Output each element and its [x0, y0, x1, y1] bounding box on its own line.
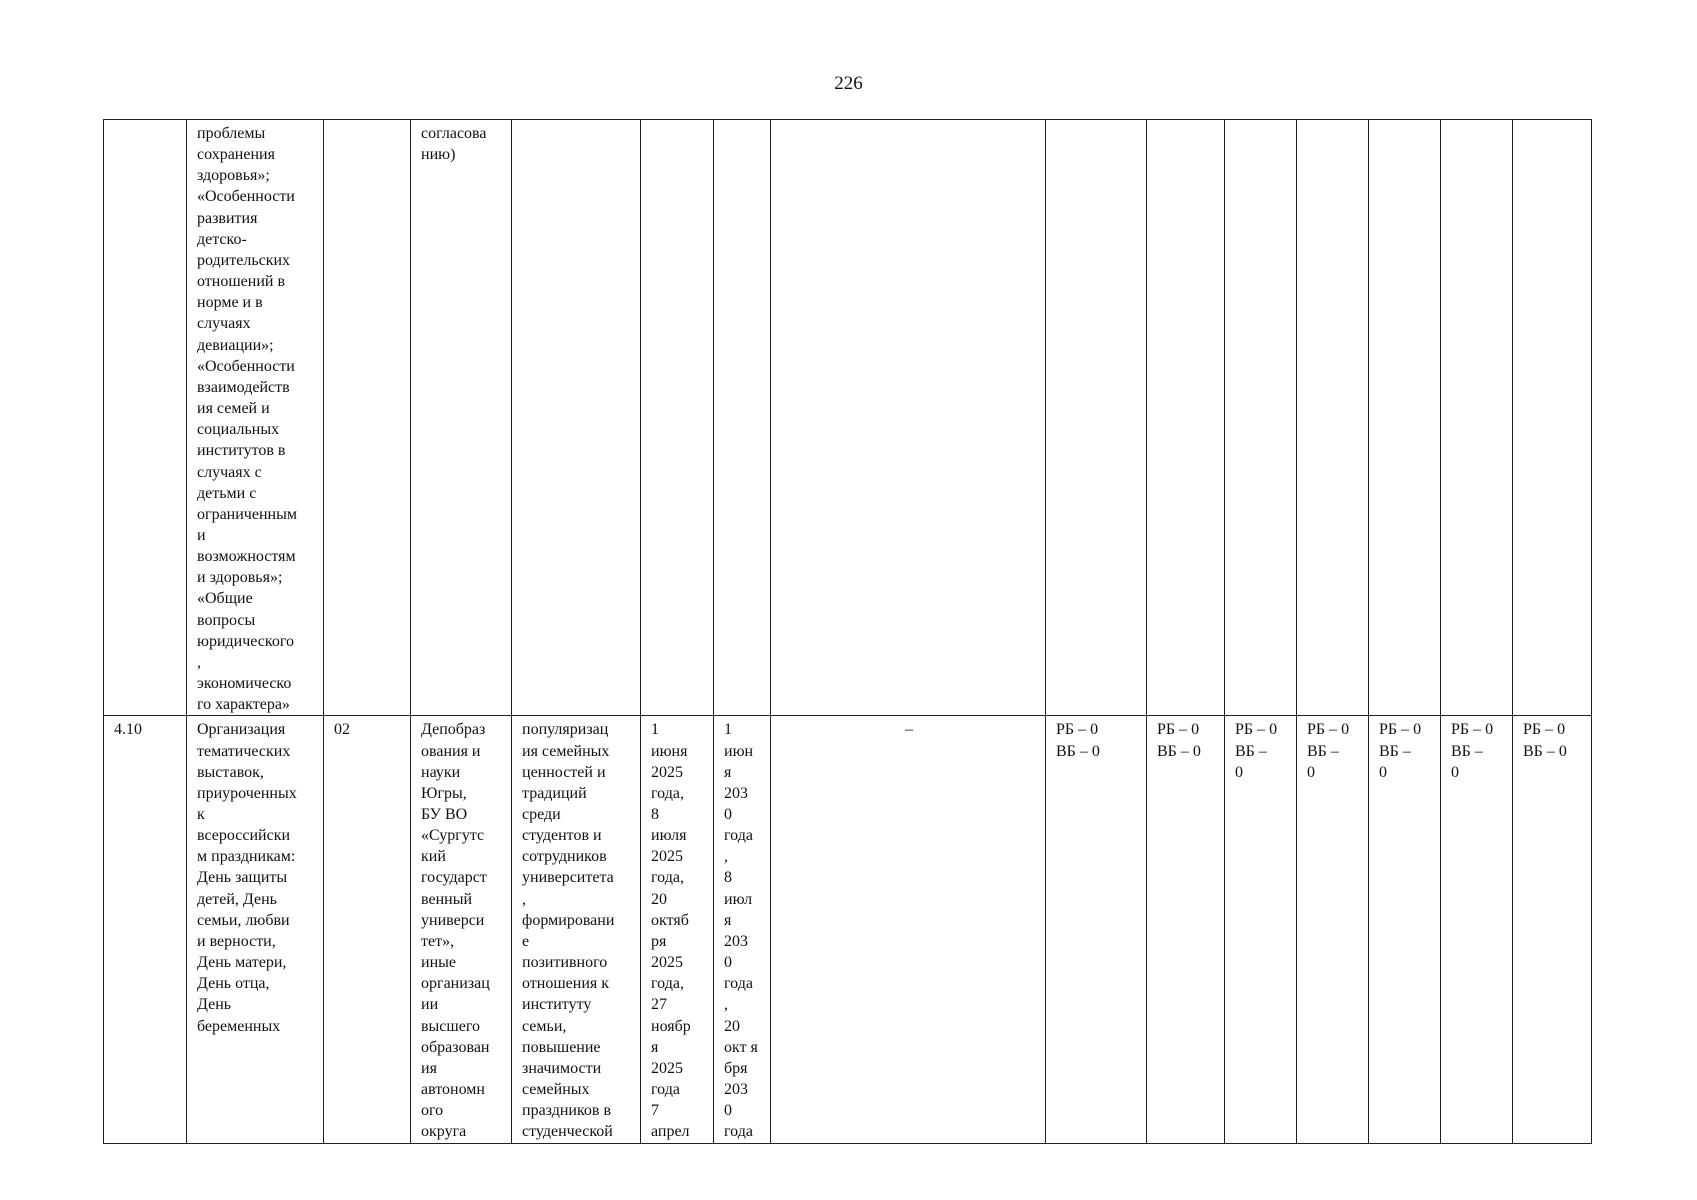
cell-number: [104, 120, 187, 716]
cell-end-date: 1 июн я 203 0 года , 8 июл я 203 0 года , 20 окт я бря 203 0 года: [714, 716, 771, 1143]
cell-funding: РБ – 0 ВБ – 0: [1046, 716, 1147, 1143]
cell-funding: [1147, 120, 1225, 716]
cell-end-date: [714, 120, 771, 716]
cell-funding: [1441, 120, 1513, 716]
cell-result: [512, 120, 641, 716]
cell-result: популяризац ия семейных ценностей и традиций среди студентов и сотрудников университета , формировани е позитивного отношения к институту семьи, повышение значимости семейных праздников в студенческой: [512, 716, 641, 1143]
cell-note: [771, 120, 1046, 716]
cell-funding: РБ – 0 ВБ – 0: [1369, 716, 1441, 1143]
cell-start-date: 1 июня 2025 года, 8 июля 2025 года, 20 октяб ря 2025 года, 27 ноябр я 2025 года 7 апрел: [641, 716, 714, 1143]
page-number: 226: [834, 73, 863, 94]
document-table: [103, 119, 1592, 1144]
cell-code: [324, 120, 411, 716]
cell-number: 4.10: [104, 716, 187, 1143]
cell-funding: [1046, 120, 1147, 716]
cell-code: 02: [324, 716, 411, 1143]
cell-funding: РБ – 0 ВБ – 0: [1147, 716, 1225, 1143]
cell-funding: РБ – 0 ВБ – 0: [1225, 716, 1297, 1143]
cell-funding: [1513, 120, 1592, 716]
cell-event-name: Организация тематических выставок, приуроченных к всероссийски м праздникам: День защиты детей, День семьи, любви и верности, День матери, День отца, День беременных: [187, 716, 324, 1143]
cell-funding: [1225, 120, 1297, 716]
cell-note: –: [771, 716, 1046, 1143]
cell-executor: Депобраз ования и науки Югры, БУ ВО «Сургутс кий государст венный универси тет», иные организац ии высшего образован ия автономн ого округа: [411, 716, 512, 1143]
cell-funding: [1369, 120, 1441, 716]
cell-executor: согласова нию): [411, 120, 512, 716]
cell-funding: РБ – 0 ВБ – 0: [1297, 716, 1369, 1143]
cell-funding: РБ – 0 ВБ – 0: [1441, 716, 1513, 1143]
cell-event-name: проблемы сохранения здоровья»; «Особенности развития детско- родительских отношений в норме и в случаях девиации»; «Особенности взаимодейств ия семей и социальных институтов в случаях с детьми с ограниченным и возможностям и здоровья»; «Общие вопросы юридического , экономическо го характера»: [187, 120, 324, 716]
table-row-4-10: [104, 716, 1592, 1143]
cell-funding: РБ – 0 ВБ – 0: [1513, 716, 1592, 1143]
cell-start-date: [641, 120, 714, 716]
table-row-continuation: [104, 120, 1592, 716]
cell-funding: [1297, 120, 1369, 716]
